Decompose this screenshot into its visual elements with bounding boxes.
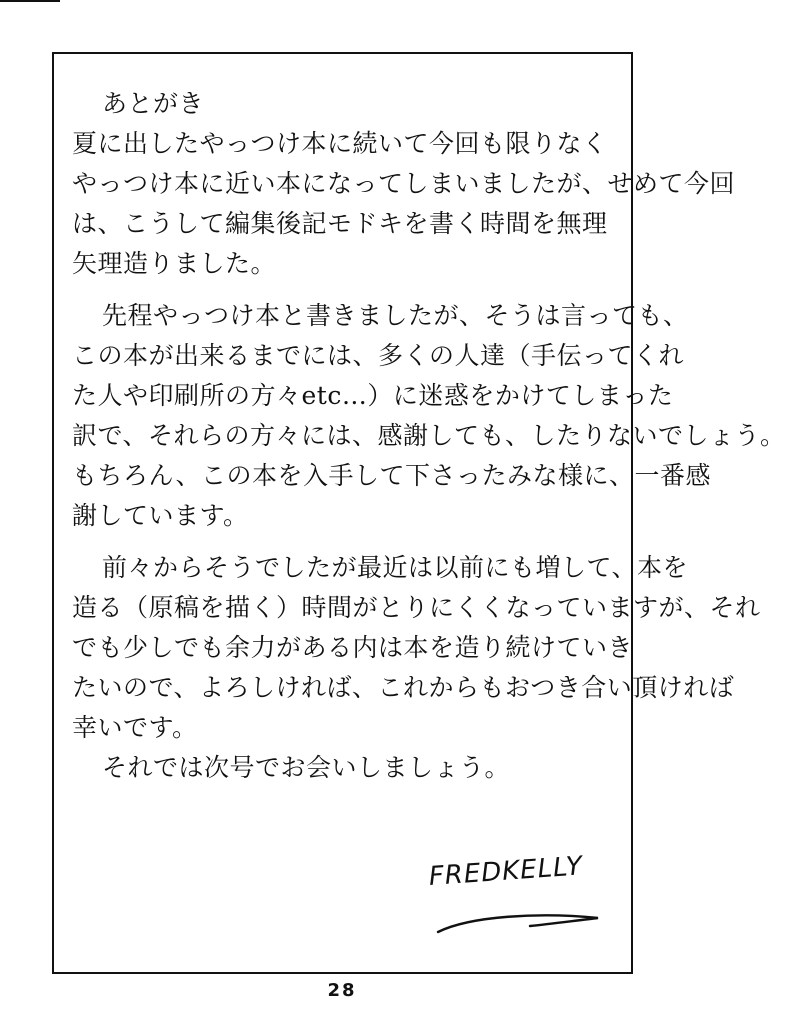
letter-line: は、こうして編集後記モドキを書く時間を無理 — [72, 209, 608, 238]
signature-flourish — [430, 902, 620, 942]
letter-line: もちろん、この本を入手して下さったみな様に、一番感 — [72, 461, 712, 490]
afterword-letter — [72, 84, 786, 788]
letter-line: 夏に出したやっつけ本に続いて今回も限りなく — [72, 129, 608, 158]
page-number: 28 — [327, 980, 357, 1001]
letter-line: 前々からそうでしたが最近は以前にも増して、本を — [102, 553, 689, 582]
letter-line: 造る（原稿を描く）時間がとりにくくなっていますが、それ — [72, 593, 761, 622]
closing-line: それでは次号でお会いしましょう。 — [102, 753, 511, 782]
letter-line: でも少しでも余力がある内は本を造り続けていき — [72, 633, 634, 662]
letter-line: 矢理造りました。 — [72, 249, 277, 278]
letter-line: た人や印刷所の方々etc…）に迷惑をかけてしまった — [72, 381, 674, 410]
afterword-title: あとがき — [102, 89, 205, 118]
paragraph-gap — [72, 284, 620, 296]
letter-line: この本が出来るまでには、多くの人達（手伝ってくれ — [72, 341, 685, 370]
paragraph-gap — [72, 536, 620, 548]
letter-line: 幸いです。 — [72, 713, 198, 742]
letter-line: 謝しています。 — [72, 501, 249, 530]
letter-line: 先程やっつけ本と書きましたが、そうは言っても、 — [102, 301, 689, 330]
letter-line: やっつけ本に近い本になってしまいましたが、せめて今回 — [72, 169, 736, 198]
signature-name: FREDKELLY — [427, 851, 584, 892]
letter-line: 訳で、それらの方々には、感謝しても、したりないでしょう。 — [72, 421, 786, 450]
signature — [427, 851, 620, 952]
top-edge-rule — [0, 0, 60, 2]
letter-line: たいので、よろしければ、これからもおつき合い頂ければ — [72, 673, 735, 702]
